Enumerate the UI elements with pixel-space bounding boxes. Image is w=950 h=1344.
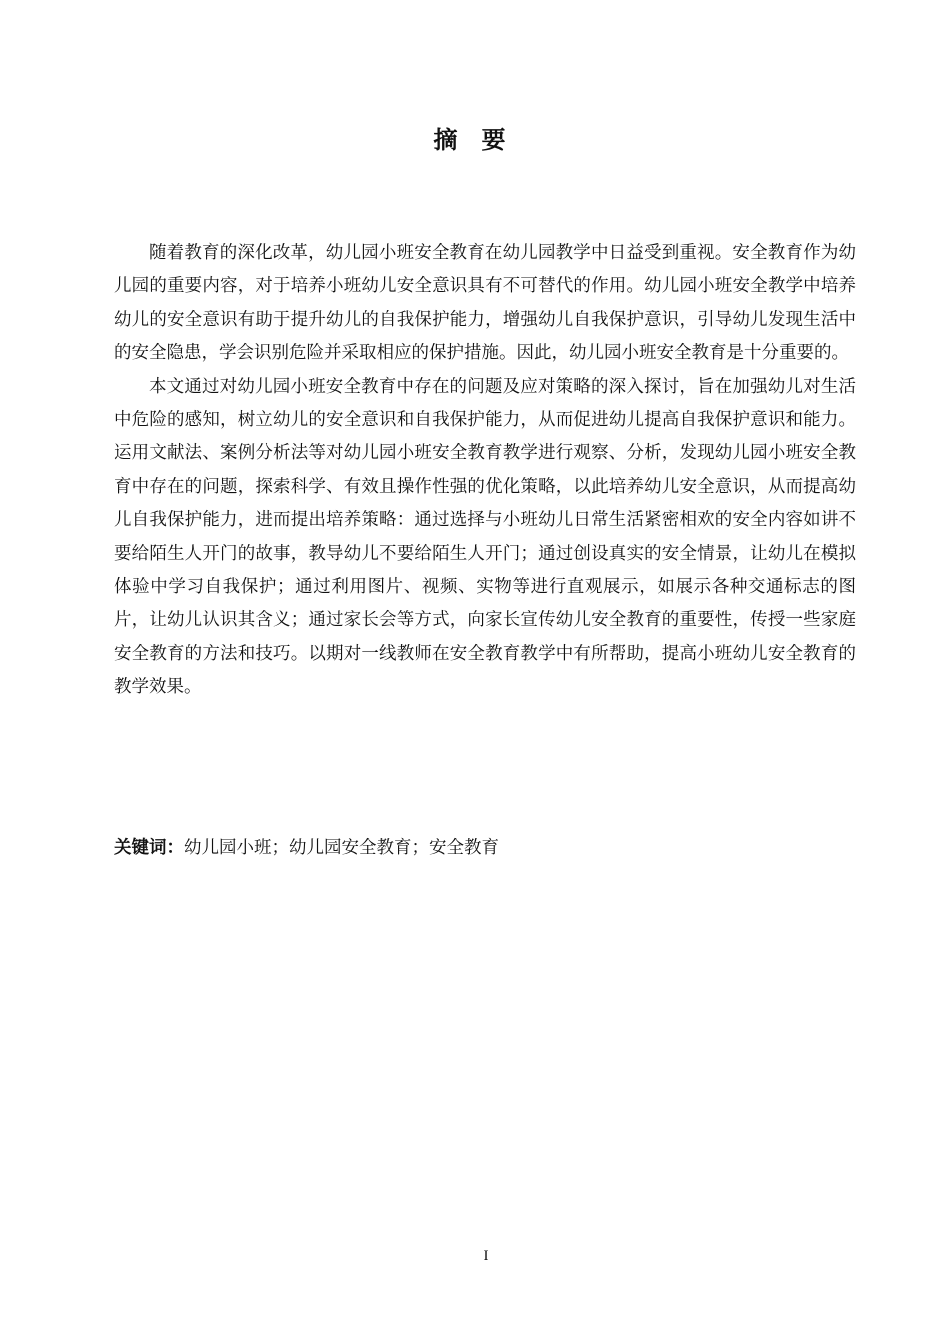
abstract-paragraph-1: 随着教育的深化改革，幼儿园小班安全教育在幼儿园教学中日益受到重视。安全教育作为幼儿园的重要内容，对于培养小班幼儿安全意识具有不可替代的作用。幼儿园小班安全教学中培养幼儿的安全意识有助于提升幼儿的自我保护能力，增强幼儿自我保护意识，引导幼儿发现生活中的安全隐患，学会识别危险并采取相应的保护措施。因此，幼儿园小班安全教育是十分重要的。 (114, 243, 856, 364)
keywords-line (114, 832, 856, 865)
keywords-text: 幼儿园小班；幼儿园安全教育；安全教育 (184, 838, 499, 858)
keywords-label: 关键词： (114, 838, 184, 858)
page-title: 摘要 (433, 126, 530, 154)
abstract-body (114, 237, 856, 705)
page-number: I (483, 1248, 489, 1264)
abstract-paragraph-2: 本文通过对幼儿园小班安全教育中存在的问题及应对策略的深入探讨，旨在加强幼儿对生活中危险的感知，树立幼儿的安全意识和自我保护能力，从而促进幼儿提高自我保护意识和能力。运用文献法、案例分析法等对幼儿园小班安全教育教学进行观察、分析，发现幼儿园小班安全教育中存在的问题，探索科学、有效且操作性强的优化策略，以此培养幼儿安全意识，从而提高幼儿自我保护能力，进而提出培养策略：通过选择与小班幼儿日常生活紧密相欢的安全内容如讲不要给陌生人开门的故事，教导幼儿不要给陌生人开门；通过创设真实的安全情景，让幼儿在模拟体验中学习自我保护；通过利用图片、视频、实物等进行直观展示，如展示各种交通标志的图片，让幼儿认识其含义；通过家长会等方式，向家长宣传幼儿安全教育的重要性，传授一些家庭安全教育的方法和技巧。以期对一线教师在安全教育教学中有所帮助，提高小班幼儿安全教育的教学效果。 (114, 376, 856, 698)
